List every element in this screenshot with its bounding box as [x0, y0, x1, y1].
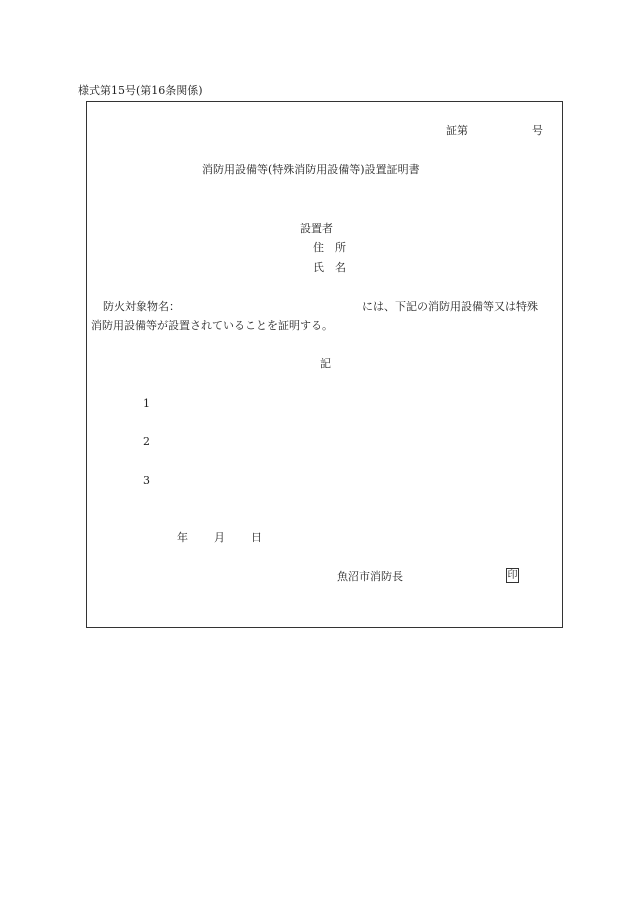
installer-name-label: 氏 名 — [313, 261, 346, 274]
date-day: 日 — [251, 531, 262, 544]
certificate-number-suffix: 号 — [532, 124, 543, 137]
date-month: 月 — [214, 531, 225, 544]
body-line-1: には、下記の消防用設備等又は特殊 — [362, 300, 538, 313]
item-number-2: 2 — [143, 435, 150, 448]
seal-mark: 印 — [507, 570, 518, 581]
ki-heading: 記 — [320, 357, 331, 370]
target-property-label: 防火対象物名： — [103, 300, 180, 313]
installer-address-label: 住 所 — [313, 241, 346, 254]
item-number-1: 1 — [143, 397, 150, 410]
item-number-3: 3 — [143, 474, 150, 487]
installer-label: 設置者 — [300, 222, 333, 235]
certificate-number-prefix: 証第 — [446, 124, 468, 137]
date-year: 年 — [177, 531, 188, 544]
issuer-name: 魚沼市消防長 — [337, 570, 403, 583]
body-line-2: 消防用設備等が設置されていることを証明する。 — [91, 319, 333, 332]
document-title: 消防用設備等(特殊消防用設備等)設置証明書 — [202, 163, 420, 176]
form-number: 様式第15号(第16条関係) — [78, 84, 203, 97]
